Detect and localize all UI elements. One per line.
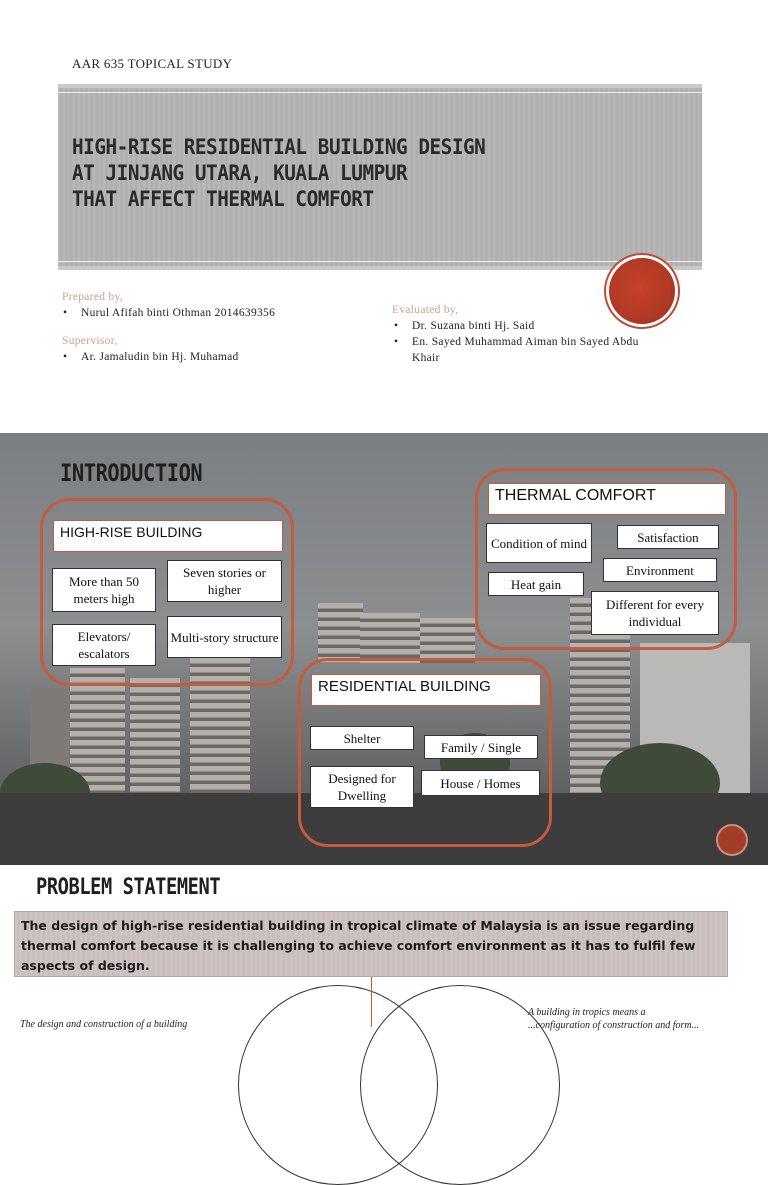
- supervisor-item: [63, 351, 239, 363]
- decorative-red-circle: [609, 258, 675, 324]
- slide-title: [72, 134, 521, 212]
- right-text-line: ...configuration of construction and form...: [528, 1020, 700, 1031]
- divider-line: [371, 977, 372, 1027]
- high-rise-item: Elevators/ escalators: [52, 624, 156, 666]
- bullet-icon: •: [394, 320, 399, 332]
- thermal-comfort-item: Heat gain: [488, 572, 584, 596]
- background-building: [420, 618, 475, 663]
- background-building: [130, 678, 180, 798]
- bullet-icon: •: [63, 307, 68, 319]
- title-line-2: AT JINJANG UTARA, KUALA LUMPUR: [72, 161, 408, 185]
- bullet-icon: •: [63, 351, 68, 363]
- evaluated-by-label: Evaluated by,: [392, 304, 459, 316]
- right-text-fragment: [528, 1006, 699, 1032]
- evaluator-name-continued: Khair: [412, 352, 440, 364]
- residential-item: Shelter: [310, 726, 414, 750]
- background-building: [360, 613, 420, 663]
- course-code: AAR 635 TOPICAL STUDY: [72, 56, 233, 71]
- thermal-comfort-item: Condition of mind: [486, 523, 592, 563]
- evaluator-name: En. Sayed Muhammad Aiman bin Sayed Abdu: [412, 336, 639, 348]
- residential-item: Designed for Dwelling: [310, 766, 414, 808]
- problem-statement-text: The design of high-rise residential building in tropical climate of Malaysia is an issue regarding thermal comfort because it is challenging to achieve comfort environment as it has to fulfil few aspects of design.: [14, 911, 728, 977]
- high-rise-building-header: HIGH-RISE BUILDING: [53, 520, 283, 552]
- problem-statement-slide: [0, 865, 768, 1031]
- thermal-comfort-item: Satisfaction: [617, 525, 719, 549]
- title-slide: [0, 0, 768, 433]
- supervisor-name: Ar. Jamaludin bin Hj. Muhamad: [81, 351, 239, 363]
- title-banner: [58, 84, 702, 270]
- background-building: [318, 603, 363, 663]
- high-rise-item: Multi-story structure: [167, 616, 282, 658]
- introduction-title: INTRODUCTION: [60, 459, 203, 487]
- preparer-name: Nurul Afifah binti Othman 2014639356: [81, 307, 276, 319]
- prepared-by-label: Prepared by,: [62, 291, 123, 303]
- residential-item: House / Homes: [421, 770, 540, 796]
- high-rise-item: Seven stories or higher: [167, 560, 282, 602]
- decorative-small-circle: [718, 826, 746, 854]
- evaluator-item-2: [394, 336, 639, 348]
- residential-building-header: RESIDENTIAL BUILDING: [311, 674, 541, 706]
- thermal-comfort-item: Different for every individual: [591, 591, 719, 635]
- title-line-1: HIGH-RISE RESIDENTIAL BUILDING DESIGN: [72, 135, 486, 159]
- high-rise-item: More than 50 meters high: [52, 568, 156, 612]
- thermal-comfort-item: Environment: [603, 558, 717, 582]
- thermal-comfort-header: THERMAL COMFORT: [488, 483, 726, 515]
- evaluator-item-1: [394, 320, 535, 332]
- bullet-icon: •: [394, 336, 399, 348]
- evaluator-name: Dr. Suzana binti Hj. Said: [412, 320, 535, 332]
- prepared-by-item: [63, 307, 275, 319]
- title-line-3: THAT AFFECT THERMAL COMFORT: [72, 187, 374, 211]
- supervisor-label: Supervisor,: [62, 335, 118, 347]
- problem-statement-title: PROBLEM STATEMENT: [36, 875, 221, 900]
- introduction-slide: [0, 433, 768, 865]
- left-text-fragment: The design and construction of a building: [20, 1019, 188, 1030]
- right-text-line: A building in tropics means a: [528, 1007, 646, 1018]
- residential-item: Family / Single: [424, 735, 538, 759]
